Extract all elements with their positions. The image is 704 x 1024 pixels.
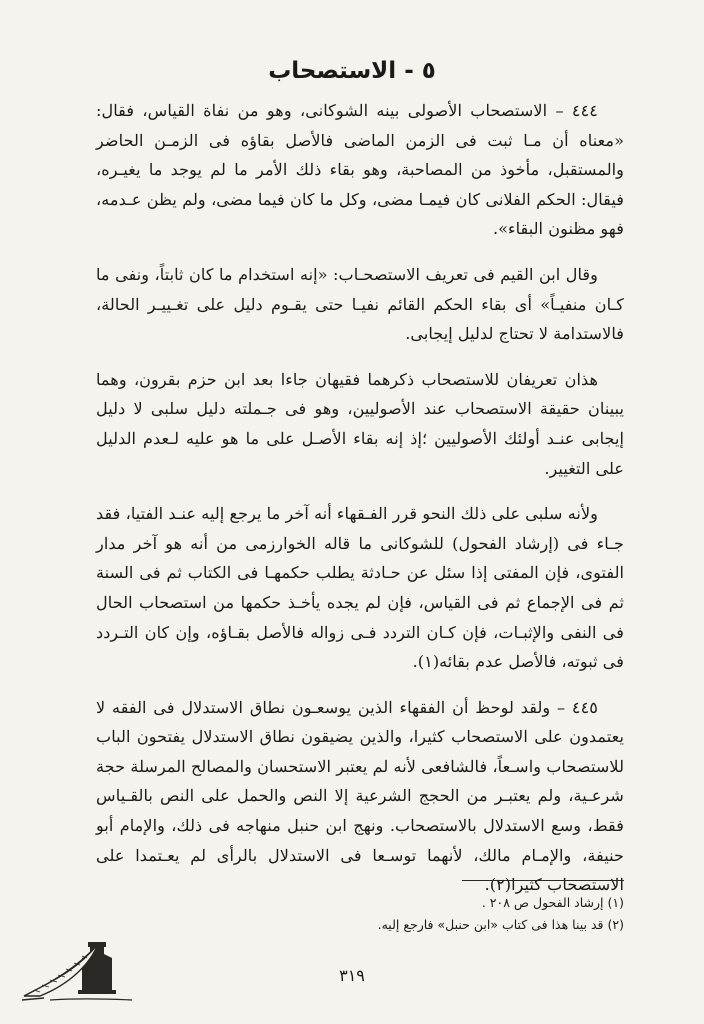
inkwell-quill-icon	[20, 924, 140, 1004]
paragraph: هذان تعريفان للاستصحاب ذكرهما فقيهان جاءا بعد ابن حزم بقرون، وهما يبينان حقيقة الاستصحاب عند الأصوليين، وهو فى جـملته دليل سلبى لا دليل إيجابى عنـد أولئك الأصوليين ؛إذ إنه بقاء الأصـل على ما هو عليه لـعدم الدليل على التغيير.	[96, 369, 624, 478]
footnotes	[96, 892, 624, 936]
section-heading: ٥ - الاستصحاب	[268, 58, 436, 84]
footnote: (٢) قد بينا هذا فى كتاب «ابن حنبل» فارجع إليه.	[377, 917, 624, 932]
paragraph: ٤٤٤ – الاستصحاب الأصولى بينه الشوكانى، وهو من نفاة القياس، فقال: «معناه أن مـا ثبت فى الزمن الماضى فالأصل بقاؤه فى الزمـن الحاضر والمستقبل، مأخوذ من المصاحبة، وهو بقاء ذلك الأمر ما لم يوجد ما يغيـره، فيقال: الحكم الفلانى كان فيمـا مضى، وكل ما كان فيما مضى، ولم يظن عـدمه، فهو مظنون البقاء».	[96, 101, 624, 239]
paragraph: وقال ابن القيم فى تعريف الاستصحـاب: «إنه استخدام ما كان ثابتاً، ونفى ما كـان منفيـاً» أى بقاء الحكم القائم نفيـا حتى يقـوم دليل على تغـييـر الحالة، فالاستدامة لا تحتاج لدليل إيجابى.	[96, 264, 624, 344]
paragraph: ٤٤٥ – ولقد لوحظ أن الفقهاء الذين يوسعـون نطاق الاستدلال فى الفقه لا يعتمدون على الاستصحاب كثيرا، والذين يضيقون نطاق الاستدلال يفتحون الباب للاستصحاب واسـعاً، فالشافعى لأنه لم يعتبر الاستحسان والمصالح المرسلة حجة شرعـية، ولم يعتبـر من الحجج الشرعية إلا النص والحمل على النص بالقـياس فقط، وسع الاستدلال بالاستصحاب. ونهج ابن حنبل منهاجه فى ذلك، والإمام أبو حنيفة، والإمـام مالك، لأنهما توسـعا فى الاستدلال بالرأى لم يعـتمدا على الاستصحاب كثيرا(٢).	[96, 697, 624, 895]
page-number: ٣١٩	[339, 966, 365, 985]
footnote-divider	[462, 880, 624, 881]
body-text	[96, 96, 624, 916]
paragraph: ولأنه سلبى على ذلك النحو قرر الفـقهاء أنه آخر ما يرجع إليه عنـد الفتيا، فقد جـاء فى (إرشاد الفحول) للشوكانى ما قاله الخوارزمى من أنه هو آخر مدار الفتوى، فإن المفتى إذا سئل عن حـادثة يطلب حكمهـا فى الكتاب ثم فى السنة ثم فى الإجماع ثم فى القياس، فإن لم يجده يأخـذ حكمها من استصحاب الحال فى النفى والإثبـات، فإن كـان التردد فـى زواله فالأصل بقـاؤه، وإن كان التـردد فى ثبوته، فالأصل عدم بقائه(١).	[96, 504, 624, 672]
footnote: (١) إرشاد الفحول ص ٢٠٨ .	[481, 895, 624, 910]
